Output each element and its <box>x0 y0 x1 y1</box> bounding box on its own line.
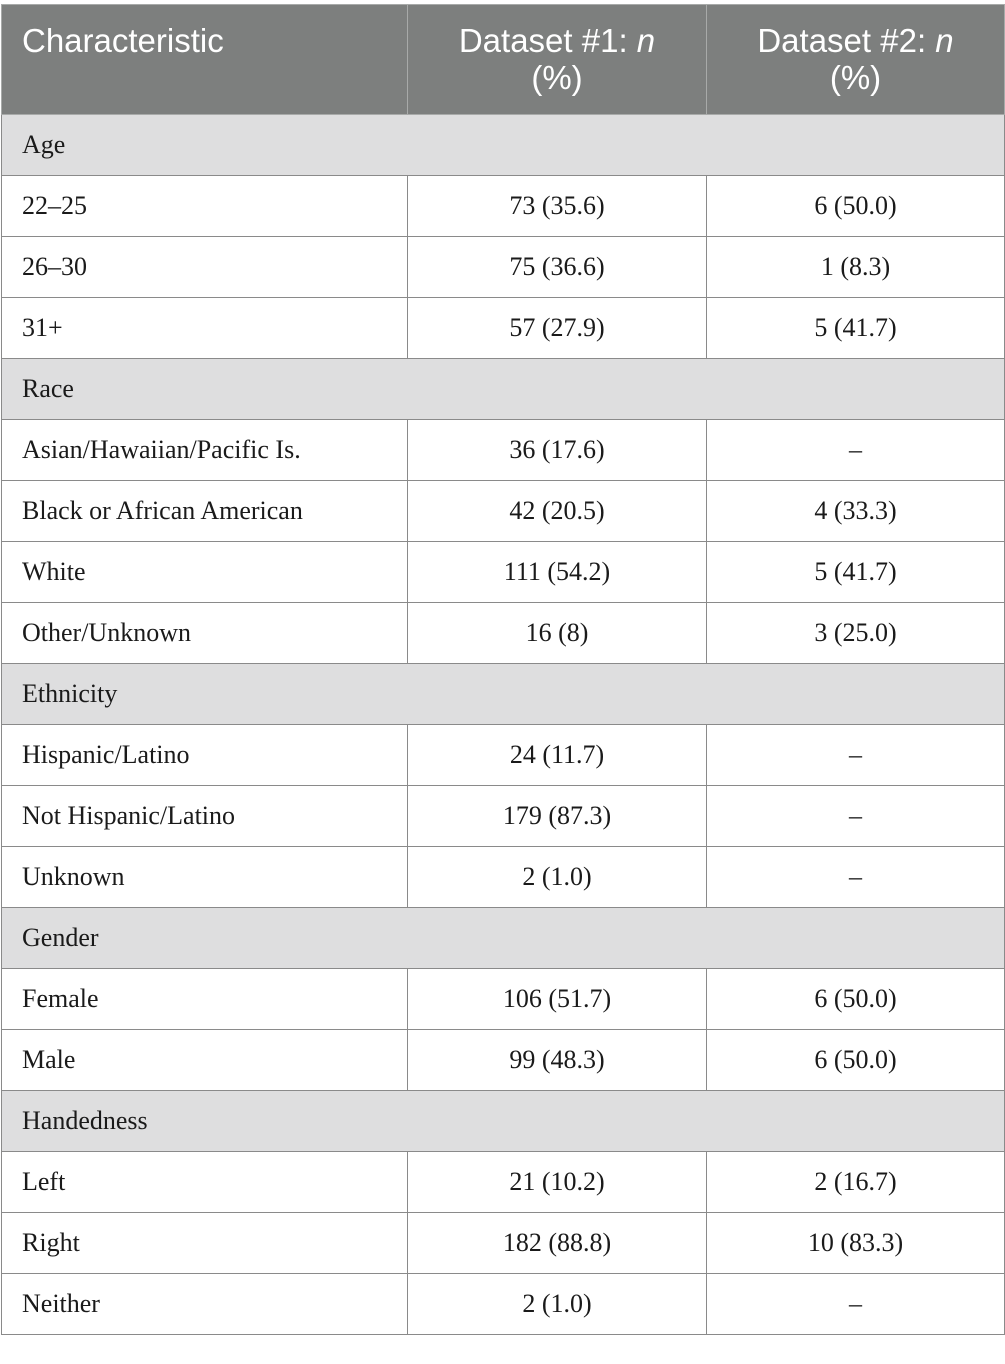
section-header-row <box>2 359 1005 420</box>
row-label-cell: Right <box>2 1213 408 1274</box>
section-title: Age <box>2 115 1005 176</box>
section-title: Ethnicity <box>2 664 1005 725</box>
section-header-row <box>2 908 1005 969</box>
table-row <box>2 603 1005 664</box>
table-row <box>2 725 1005 786</box>
dataset-1-cell: 2 (1.0) <box>408 1274 707 1335</box>
dataset-2-cell: 6 (50.0) <box>707 1030 1005 1091</box>
header-dataset-1-n: n <box>636 22 656 59</box>
header-dataset-2 <box>707 5 1005 115</box>
dataset-2-cell: 6 (50.0) <box>707 176 1005 237</box>
table-row <box>2 481 1005 542</box>
dataset-2-cell: 10 (83.3) <box>707 1213 1005 1274</box>
dataset-1-cell: 24 (11.7) <box>408 725 707 786</box>
row-label-cell: Male <box>2 1030 408 1091</box>
table-row <box>2 176 1005 237</box>
dataset-1-cell: 99 (48.3) <box>408 1030 707 1091</box>
dataset-1-cell: 42 (20.5) <box>408 481 707 542</box>
header-dataset-1-prefix: Dataset #1: <box>458 22 637 59</box>
row-label-cell: Female <box>2 969 408 1030</box>
row-label-cell: Not Hispanic/Latino <box>2 786 408 847</box>
row-label-cell: Other/Unknown <box>2 603 408 664</box>
table-row <box>2 1030 1005 1091</box>
row-label-cell: White <box>2 542 408 603</box>
dataset-2-cell: – <box>707 847 1005 908</box>
dataset-2-cell: 1 (8.3) <box>707 237 1005 298</box>
section-header-row <box>2 115 1005 176</box>
table-row <box>2 847 1005 908</box>
dataset-2-cell: – <box>707 786 1005 847</box>
table-row <box>2 237 1005 298</box>
dataset-1-cell: 57 (27.9) <box>408 298 707 359</box>
section-header-row <box>2 1091 1005 1152</box>
header-dataset-2-prefix: Dataset #2: <box>757 22 936 59</box>
row-label-cell: 26–30 <box>2 237 408 298</box>
header-dataset-1-suffix: (%) <box>531 59 583 96</box>
dataset-2-cell: 2 (16.7) <box>707 1152 1005 1213</box>
dataset-1-cell: 73 (35.6) <box>408 176 707 237</box>
table-row <box>2 1274 1005 1335</box>
dataset-1-cell: 36 (17.6) <box>408 420 707 481</box>
dataset-1-cell: 106 (51.7) <box>408 969 707 1030</box>
table-header <box>2 5 1005 115</box>
header-dataset-2-n: n <box>935 22 954 59</box>
dataset-1-cell: 16 (8) <box>408 603 707 664</box>
section-header-row <box>2 664 1005 725</box>
table-row <box>2 1213 1005 1274</box>
dataset-2-cell: 4 (33.3) <box>707 481 1005 542</box>
header-characteristic: Characteristic <box>2 5 408 115</box>
row-label-cell: 31+ <box>2 298 408 359</box>
dataset-1-cell: 111 (54.2) <box>408 542 707 603</box>
table-row <box>2 420 1005 481</box>
demographics-table <box>1 4 1005 1335</box>
dataset-2-cell: 5 (41.7) <box>707 542 1005 603</box>
row-label-cell: Black or African American <box>2 481 408 542</box>
dataset-2-cell: 5 (41.7) <box>707 298 1005 359</box>
section-title: Handedness <box>2 1091 1005 1152</box>
dataset-2-cell: 6 (50.0) <box>707 969 1005 1030</box>
table-row <box>2 786 1005 847</box>
row-label-cell: 22–25 <box>2 176 408 237</box>
row-label-cell: Asian/Hawaiian/Pacific Is. <box>2 420 408 481</box>
row-label-cell: Neither <box>2 1274 408 1335</box>
table-row <box>2 298 1005 359</box>
row-label-cell: Unknown <box>2 847 408 908</box>
section-title: Gender <box>2 908 1005 969</box>
dataset-1-cell: 75 (36.6) <box>408 237 707 298</box>
table-row <box>2 542 1005 603</box>
dataset-1-cell: 2 (1.0) <box>408 847 707 908</box>
header-dataset-1 <box>408 5 707 115</box>
dataset-2-cell: 3 (25.0) <box>707 603 1005 664</box>
dataset-1-cell: 21 (10.2) <box>408 1152 707 1213</box>
header-row <box>2 5 1005 115</box>
dataset-1-cell: 182 (88.8) <box>408 1213 707 1274</box>
table-row <box>2 1152 1005 1213</box>
dataset-2-cell: – <box>707 1274 1005 1335</box>
table-body <box>2 115 1005 1335</box>
row-label-cell: Left <box>2 1152 408 1213</box>
section-title: Race <box>2 359 1005 420</box>
dataset-2-cell: – <box>707 420 1005 481</box>
header-dataset-2-suffix: (%) <box>829 59 882 96</box>
row-label-cell: Hispanic/Latino <box>2 725 408 786</box>
table-row <box>2 969 1005 1030</box>
dataset-2-cell: – <box>707 725 1005 786</box>
dataset-1-cell: 179 (87.3) <box>408 786 707 847</box>
